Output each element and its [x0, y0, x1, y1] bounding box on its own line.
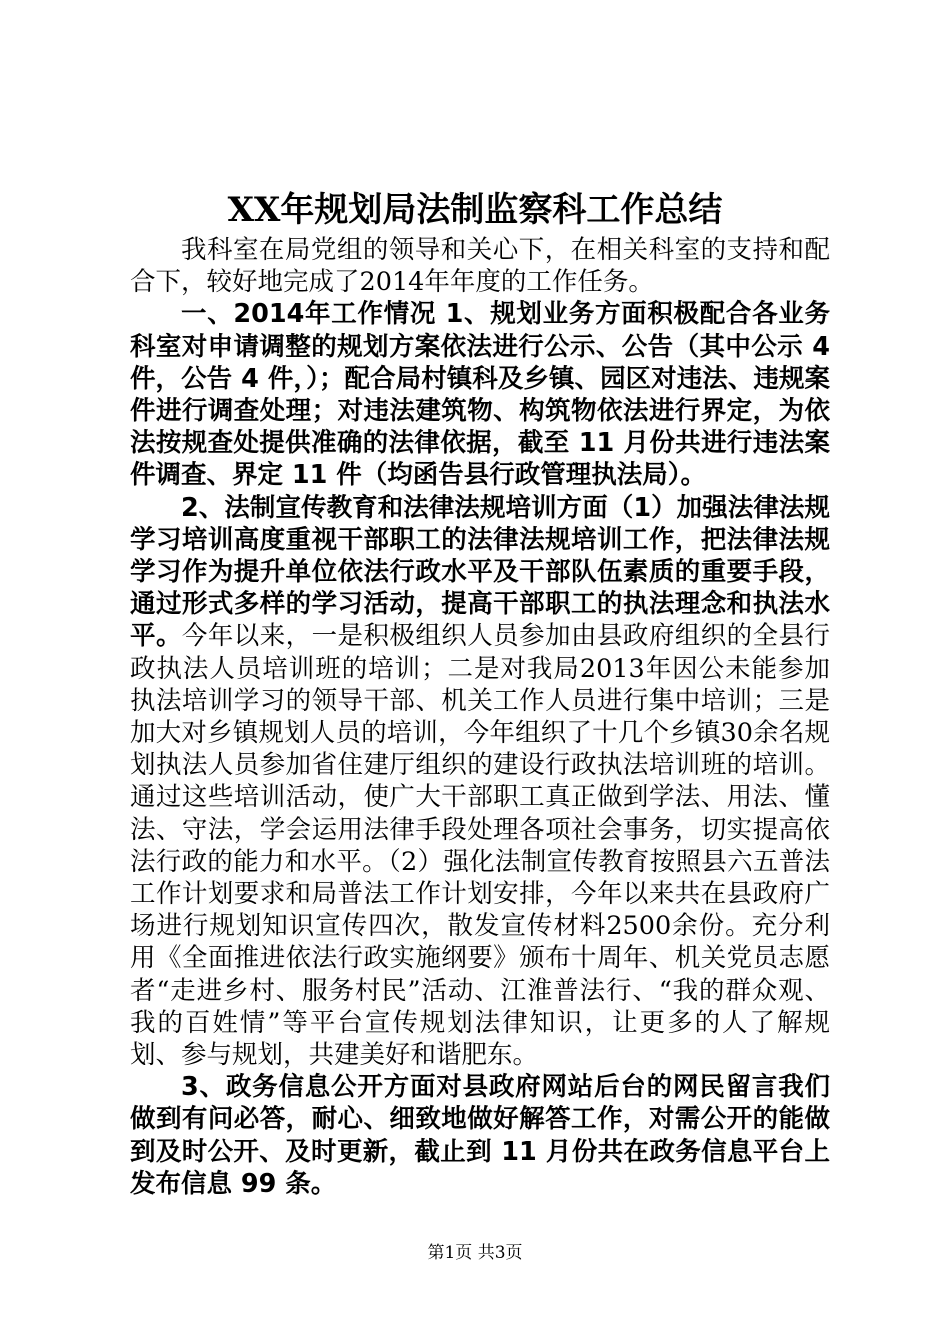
paragraph-section-2-heading: 2、法制宣传教育和法律法规培训方面（1）加强法律法规学习培训高度重视干部职工的法律法规培训工作，把法律法规学习作为提升单位依法行政水平及干部队伍素质的重要手段，通过形式多样的学习活动，提高干部职工的执法理念和执法水平。 [130, 492, 830, 652]
document-title: XX年规划局法制监察科工作总结 [227, 190, 723, 230]
paragraph-section-3: 3、政务信息公开方面对县政府网站后台的网民留言我们做到有问必答，耐心、细致地做好解答工作，对需公开的能做到及时公开、及时更新，截止到 11 月份共在政务信息平台上发布信息 99 条。 [130, 1072, 830, 1199]
paragraph-section-2 [130, 492, 830, 1072]
page-number-footer: 第1页 共3页 [427, 1243, 523, 1263]
document-body [130, 234, 830, 1200]
paragraph-intro: 我科室在局党组的领导和关心下，在相关科室的支持和配合下，较好地完成了2014年年度的工作任务。 [130, 235, 830, 298]
paragraph-section-1: 一、2014年工作情况 1、规划业务方面积极配合各业务科室对申请调整的规划方案依法进行公示、公告（其中公示 4 件，公告 4 件，）；配合局村镇科及乡镇、园区对违法、违规案件进行调查处理；对违法建筑物、构筑物依法进行界定，为依法按规查处提供准确的法律依据，截至 11 月份共进行违法案件调查、界定 11 件（均函告县行政管理执法局）。 [130, 299, 830, 491]
paragraph-section-2-body: 今年以来，一是积极组织人员参加由县政府组织的全县行政执法人员培训班的培训；二是对我局2013年因公未能参加执法培训学习的领导干部、机关工作人员进行集中培训；三是加大对乡镇规划人员的培训，今年组织了十几个乡镇30余名规划执法人员参加省住建厅组织的建设行政执法培训班的培训。通过这些培训活动，使广大干部职工真正做到学法、用法、懂法、守法，学会运用法律手段处理各项社会事务，切实提高依法行政的能力和水平。（2）强化法制宣传教育按照县六五普法工作计划要求和局普法工作计划安排，今年以来共在县政府广场进行规划知识宣传四次，散发宣传材料2500余份。充分利用《全面推进依法行政实施纲要》颁布十周年、机关党员志愿者“走进乡村、服务村民”活动、江淮普法行、“我的群众观、我的百姓情”等平台宣传规划法律知识，让更多的人了解规划、参与规划，共建美好和谐肥东。 [130, 621, 830, 1071]
